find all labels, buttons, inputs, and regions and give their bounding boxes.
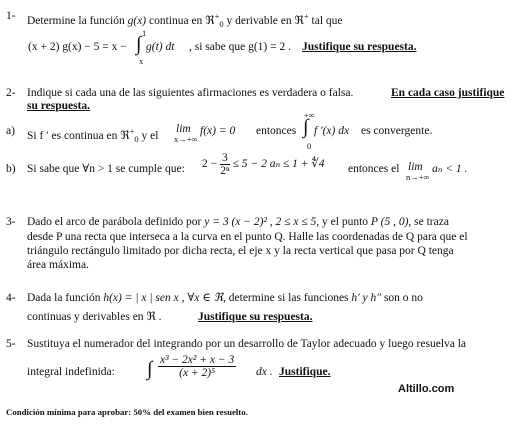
watermark-logo: Altillo.com: [398, 383, 455, 395]
q2b-text1: Si sabe que ∀n > 1 se cumple que:: [27, 163, 185, 175]
q3-line1: Dado el arco de parábola definido por y = 3 (x − 2)² , 2 ≤ x ≤ 5, y el punto P (5 , 0), se traza: [27, 216, 449, 228]
q2-number: 2-: [6, 87, 16, 99]
q2a-lim-sub: x→+∞: [174, 134, 198, 144]
q5-numerator: x³ − 2x² + x − 3: [160, 354, 235, 366]
q4-line2: continuas y derivables en ℜ .: [27, 311, 162, 323]
q4-justify: Justifique su respuesta.: [198, 311, 313, 323]
q1-integral-upper: 1: [142, 28, 147, 38]
q2a-integral-sign: ∫: [303, 116, 309, 138]
q2a-int-upper: +∞: [304, 110, 315, 120]
q2a-lim-expr: f(x) = 0: [200, 125, 236, 137]
q5-integral-sign: ∫: [147, 358, 153, 380]
q1-integrand: g(t) dt: [146, 41, 175, 53]
q2a-convergent: es convergente.: [361, 125, 433, 137]
q2b-lim-expr: aₙ < 1 .: [432, 163, 468, 175]
q3-line3: triángulo rectángulo limitado por dicha recta, el eje x y la recta vertical que pasa por Q tenga: [27, 245, 454, 257]
q3-line2: desde P una recta que interseca a la curva en el punto Q. Halle las coordenadas de Q para que el: [27, 231, 468, 243]
q2a-int-lower: 0: [307, 141, 312, 151]
q5-number: 5-: [6, 338, 16, 350]
q2-line1: Indique si cada una de las siguientes afirmaciones es verdadera o falsa.: [27, 87, 354, 99]
q2a-then: entonces: [256, 125, 297, 137]
footer-note: Condición mínima para aprobar: 50% del examen bien resuelto.: [6, 407, 248, 417]
q4-line1: Dada la función h(x) = | x | sen x , ∀x ∈ ℜ, determine si las funciones h′ y h″ son o no: [27, 292, 423, 304]
q1-justify: Justifique su respuesta.: [302, 41, 417, 53]
q5-denominator: (x + 2)⁵: [179, 367, 216, 379]
q2b-frac-num: 3: [222, 152, 228, 164]
q2-justify-a: En cada caso justifique: [391, 87, 505, 99]
q1-number: 1-: [6, 10, 16, 22]
q2a-lim: lim: [176, 123, 191, 135]
q1-equation-left: (x + 2) g(x) − 5 = x −: [28, 41, 127, 53]
q2a-label: a): [6, 125, 15, 137]
q5-line2: integral indefinida:: [27, 366, 115, 378]
q2b-frac-den: 2ⁿ: [220, 165, 230, 177]
q2-justify-b: su respuesta.: [27, 100, 91, 112]
q2b-label: b): [6, 163, 16, 175]
q2b-text2: entonces el: [348, 163, 400, 175]
q1-integral-sign: ∫: [136, 33, 142, 55]
q2b-lim: lim: [408, 161, 423, 173]
q2a-text: Si f ′ es continua en ℜ+$_0$ y el: [27, 126, 159, 145]
q5-justify: Justifique.: [279, 366, 331, 378]
q5-dx: dx .: [256, 366, 273, 378]
q3-line4: área máxima.: [27, 259, 89, 271]
q2b-lim-sub: n→+∞: [406, 172, 430, 182]
q1-line1: Determine la función g(x) continua en ℜ+$_0$ y derivable en ℜ+ tal que: [27, 11, 343, 30]
q5-line1: Sustituya el numerador del integrando por un desarrollo de Taylor adecuado y luego resuelva la: [27, 338, 467, 350]
q4-number: 4-: [6, 292, 16, 304]
q1-equation-right: , si sabe que g(1) = 2 .: [189, 41, 291, 53]
q1-integral-lower: x: [139, 56, 144, 66]
q2a-integrand: f ′(x) dx: [314, 125, 350, 137]
q5-integrand: [158, 354, 236, 379]
q3-number: 3-: [6, 216, 16, 228]
q2b-inequality: 2 − $\frac{3}{\text{2ⁿ}}$ ≤ 5 − 2 aₙ ≤ 1 + ∜4: [202, 152, 325, 177]
